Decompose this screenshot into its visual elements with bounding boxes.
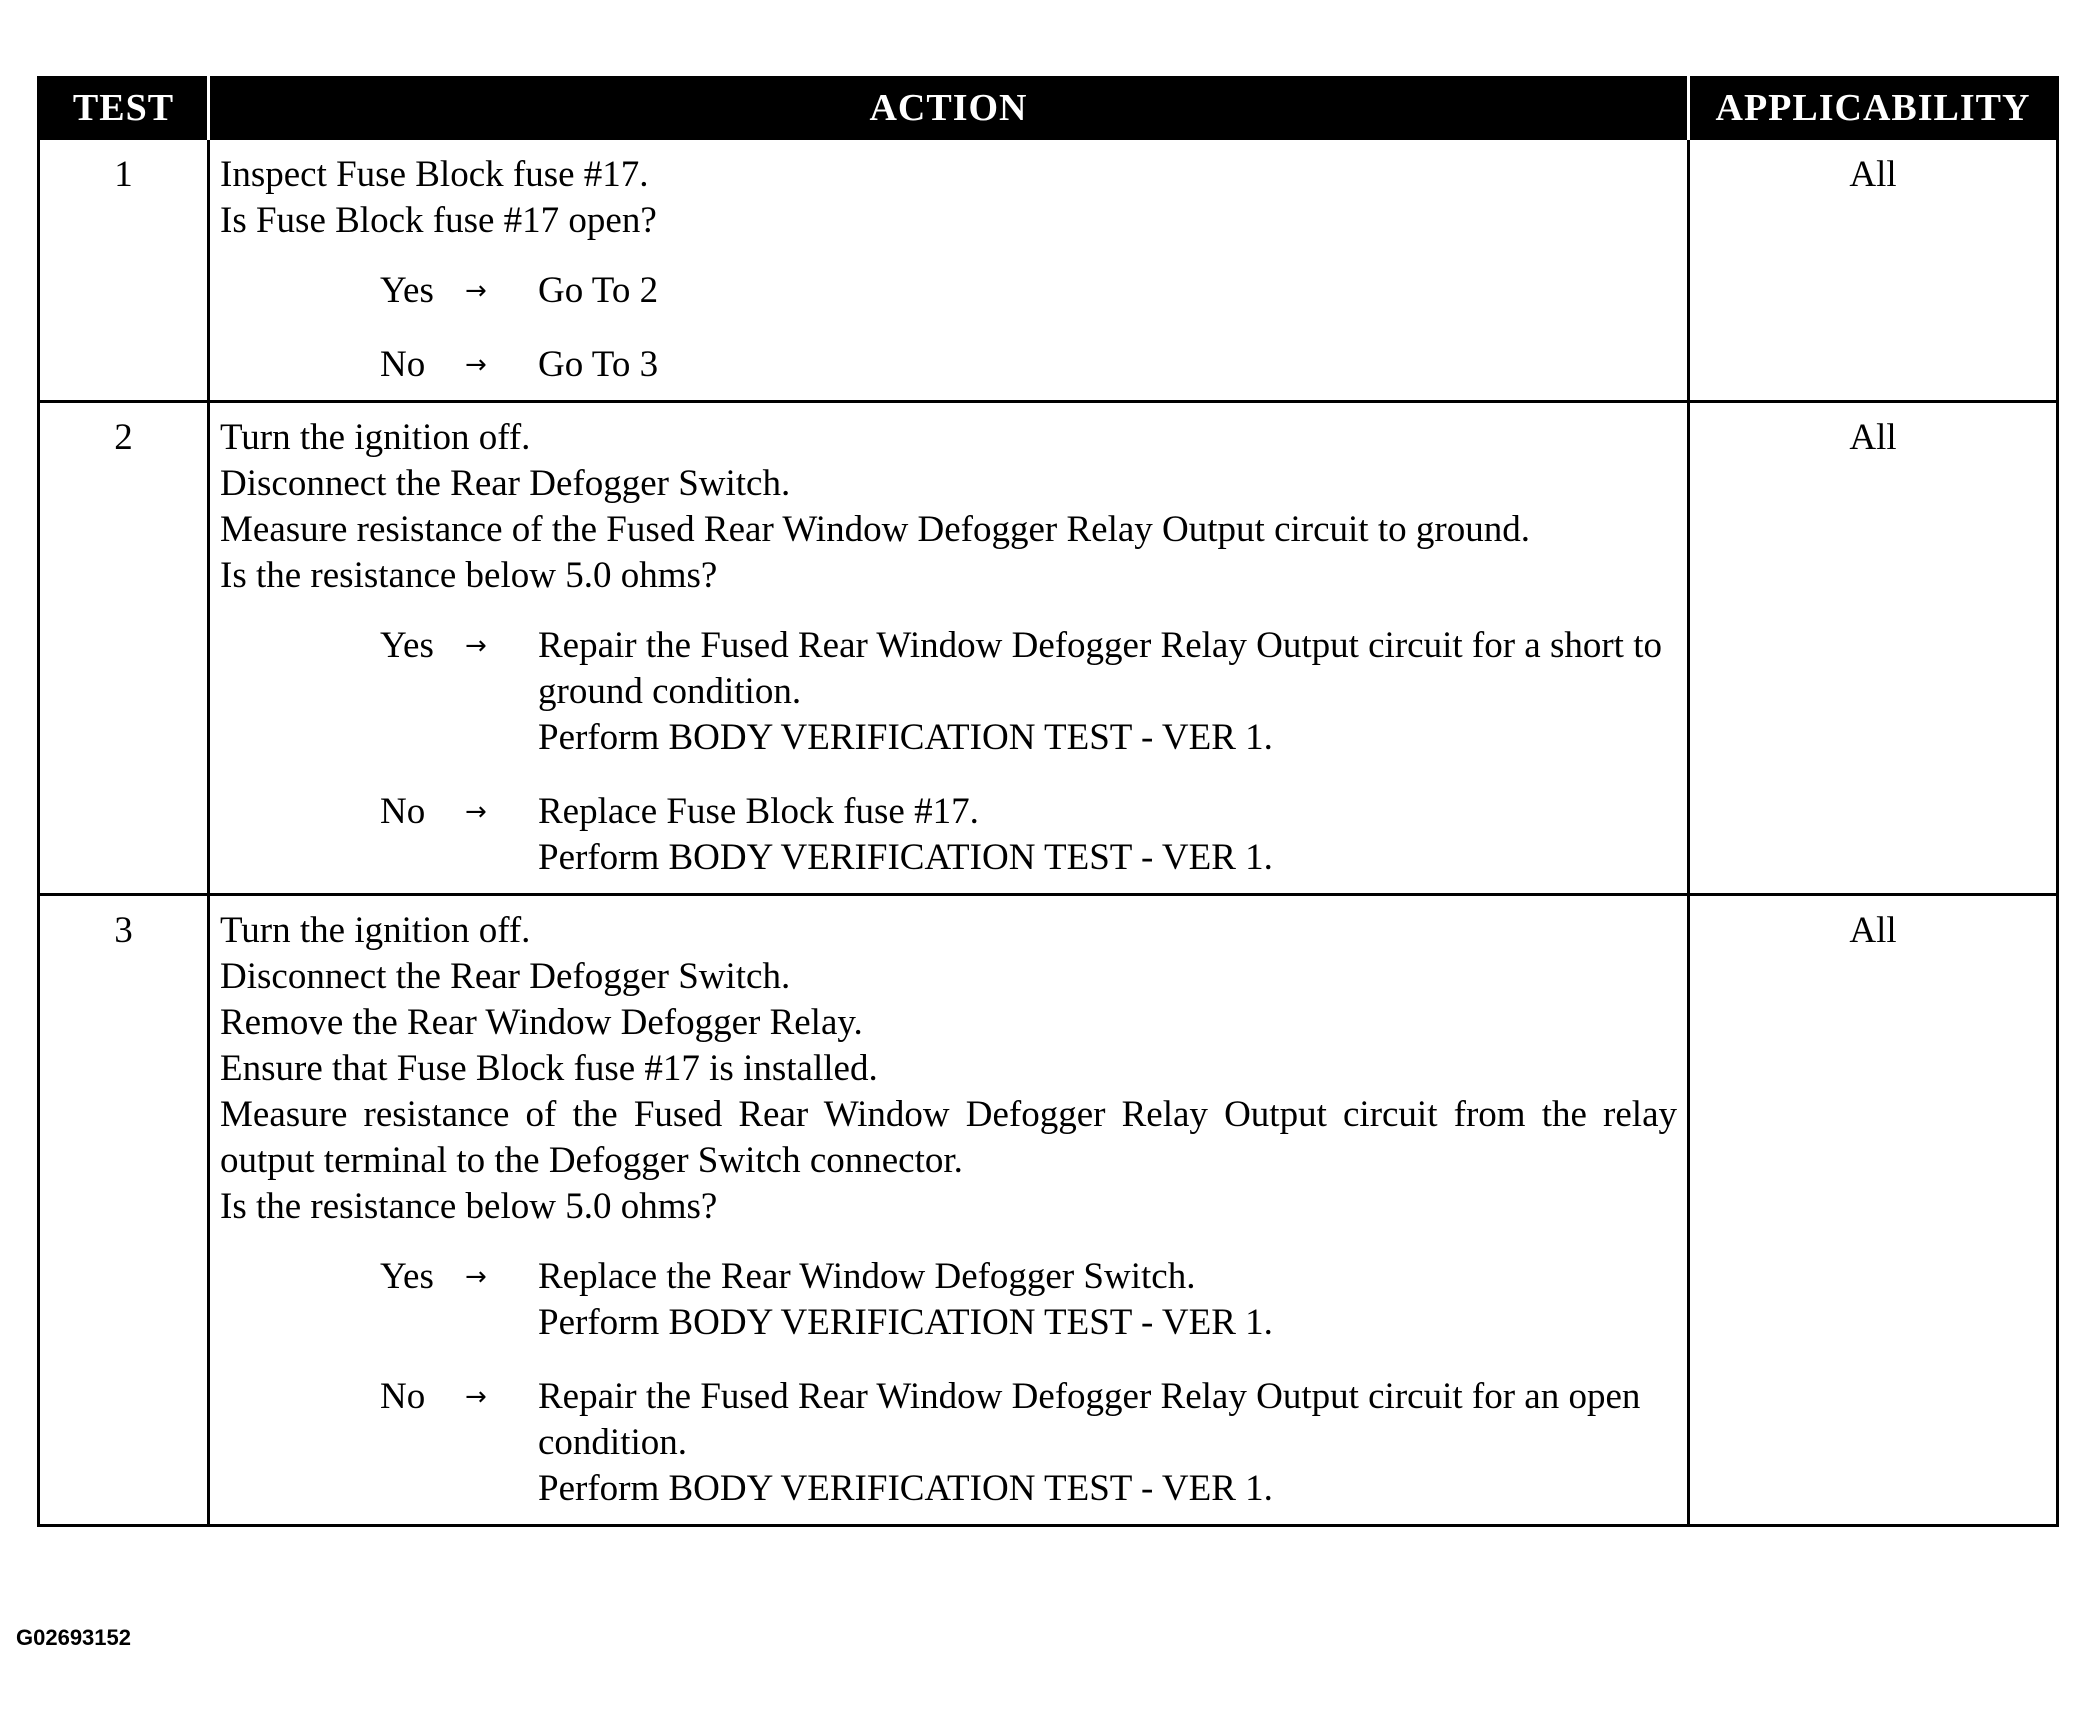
branch-result-line: Perform BODY VERIFICATION TEST - VER 1. [538,837,1273,878]
branch-label: No [380,791,426,832]
action-step: Is Fuse Block fuse #17 open? [220,200,657,241]
branch-label: No [380,344,426,385]
branch-result-line: Repair the Fused Rear Window Defogger Relay Output circuit for an open condition. [538,1376,1641,1463]
branch-label: No [380,1376,426,1417]
branch-label: Yes [380,270,434,311]
table-row [39,139,2058,402]
decision-branch-yes [380,623,1677,761]
decision-branch-yes [380,1254,1677,1346]
test-number: 3 [39,895,209,1526]
test-number: 2 [39,402,209,895]
branch-result [538,623,1677,761]
action-cell [209,895,1689,1526]
branch-result-line: Go To 3 [538,344,659,385]
branch-result-line: Perform BODY VERIFICATION TEST - VER 1. [538,1468,1273,1509]
action-steps [220,415,1677,599]
diagnostic-test-table [37,76,2059,1527]
action-cell [209,402,1689,895]
branch-result-line: Replace the Rear Window Defogger Switch. [538,1256,1196,1297]
right-arrow-icon: → [465,1262,487,1292]
branch-result-line: Perform BODY VERIFICATION TEST - VER 1. [538,1302,1273,1343]
decision-branches [220,623,1677,881]
right-arrow-icon: → [465,1382,487,1412]
action-step: Disconnect the Rear Defogger Switch. [220,463,791,504]
action-step: Measure resistance of the Fused Rear Window Defogger Relay Output circuit from the relay output terminal to the Defogger Switch connector. [220,1094,1677,1181]
right-arrow-icon: → [465,350,487,380]
action-step: Turn the ignition off. [220,910,531,951]
branch-label: Yes [380,625,434,666]
branch-label: Yes [380,1256,434,1297]
applicability-value: All [1689,895,2058,1526]
header-action: ACTION [209,78,1689,139]
right-arrow-icon: → [465,276,487,306]
action-step: Disconnect the Rear Defogger Switch. [220,956,791,997]
right-arrow-icon: → [465,797,487,827]
decision-branches [220,268,1677,388]
action-step: Is the resistance below 5.0 ohms? [220,555,718,596]
action-step: Is the resistance below 5.0 ohms? [220,1186,718,1227]
branch-result-line: Perform BODY VERIFICATION TEST - VER 1. [538,717,1273,758]
action-steps [220,908,1677,1230]
action-steps [220,152,1677,244]
branch-result [538,1374,1677,1512]
header-applicability: APPLICABILITY [1689,78,2058,139]
header-test: TEST [39,78,209,139]
decision-branches [220,1254,1677,1512]
branch-result-line: Go To 2 [538,270,659,311]
table-row [39,895,2058,1526]
branch-result [538,342,1677,388]
action-step: Remove the Rear Window Defogger Relay. [220,1002,863,1043]
action-step: Ensure that Fuse Block fuse #17 is installed. [220,1048,878,1089]
action-cell [209,139,1689,402]
action-step: Turn the ignition off. [220,417,531,458]
table-body [39,139,2058,1526]
applicability-value: All [1689,402,2058,895]
branch-result-line: Replace Fuse Block fuse #17. [538,791,979,832]
applicability-value: All [1689,139,2058,402]
decision-branch-yes [380,268,1677,314]
decision-branch-no [380,789,1677,881]
figure-id: G02693152 [16,1625,131,1650]
branch-result-line: Repair the Fused Rear Window Defogger Relay Output circuit for a short to ground condition. [538,625,1662,712]
branch-result [538,789,1677,881]
decision-branch-no [380,342,1677,388]
table-row [39,402,2058,895]
decision-branch-no [380,1374,1677,1512]
test-number: 1 [39,139,209,402]
action-step: Inspect Fuse Block fuse #17. [220,154,649,195]
table-header-row [39,78,2058,139]
branch-result [538,268,1677,314]
action-step: Measure resistance of the Fused Rear Window Defogger Relay Output circuit to ground. [220,509,1530,550]
right-arrow-icon: → [465,631,487,661]
branch-result [538,1254,1677,1346]
